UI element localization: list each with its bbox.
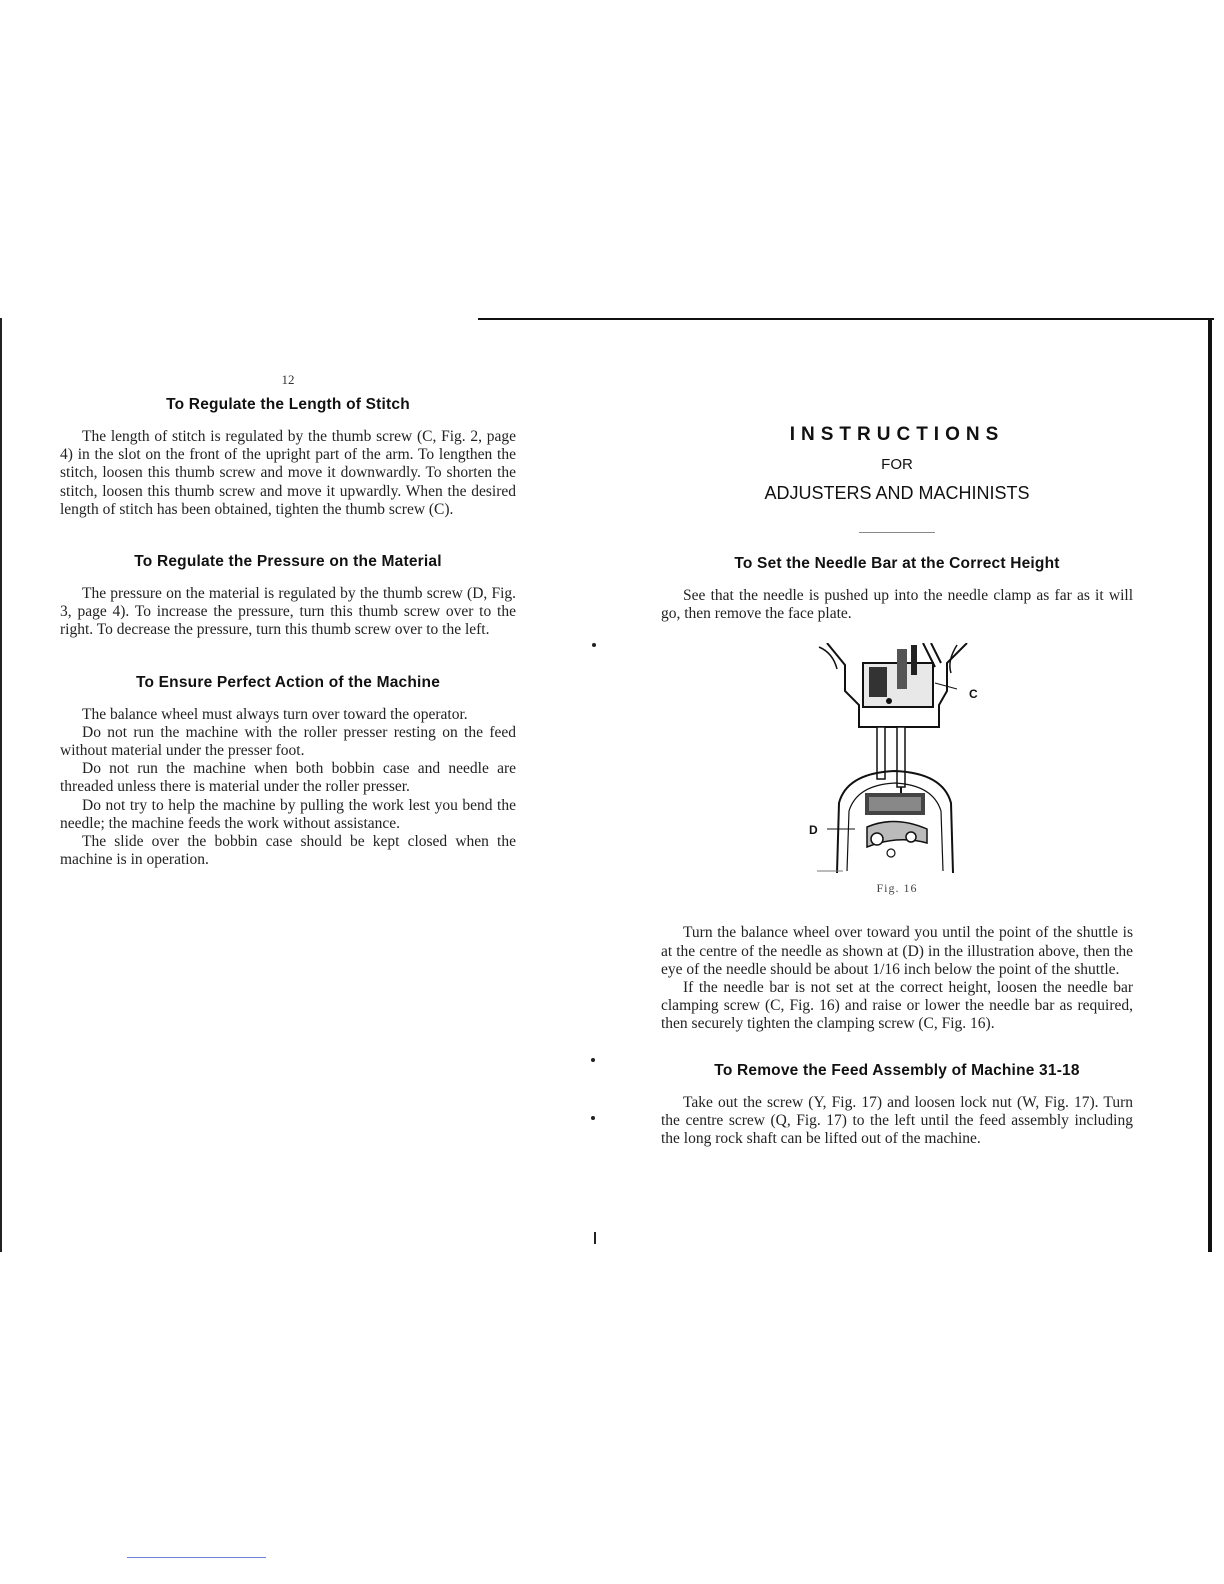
paragraph: If the needle bar is not set at the correct height, loosen the needle bar clamping screw (C, Fig. 16) and raise or lower the needle bar as required, then securely tighten the clamping screw (C, Fig. 16). bbox=[661, 979, 1133, 1033]
section-needle-bar bbox=[661, 555, 1133, 1034]
section-pressure bbox=[60, 553, 516, 640]
section-perfect-action bbox=[60, 674, 516, 870]
section-heading: To Set the Needle Bar at the Correct Height bbox=[734, 555, 1060, 572]
title-divider bbox=[859, 532, 935, 533]
figure-label-d: D bbox=[809, 823, 818, 838]
title-block bbox=[661, 424, 1133, 533]
section-heading: To Remove the Feed Assembly of Machine 31-18 bbox=[714, 1061, 1080, 1079]
paragraph: See that the needle is pushed up into the needle clamp as far as it will go, then remove the face plate. bbox=[661, 587, 1133, 623]
needle-bar-drawing bbox=[807, 643, 987, 873]
paragraph: Do not try to help the machine by pulling the work lest you bend the needle; the machine feeds the work without assistance. bbox=[60, 796, 516, 832]
page-top-edge bbox=[478, 318, 1214, 320]
paragraph: Take out the screw (Y, Fig. 17) and loosen lock nut (W, Fig. 17). Turn the centre screw (Q, Fig. 17) to the left until the feed assembly including the long rock shaft can be lifted out of the machine. bbox=[661, 1093, 1133, 1148]
paragraph: The pressure on the material is regulated by the thumb screw (D, Fig. 3, page 4). To increase the pressure, turn this thumb screw over to the right. To decrease the pressure, turn this thumb screw over to the left. bbox=[60, 585, 516, 639]
figure-caption: Fig. 16 bbox=[876, 881, 918, 896]
binding-speck bbox=[591, 1116, 595, 1120]
binding-speck bbox=[592, 643, 596, 647]
paragraph: The balance wheel must always turn over toward the operator. bbox=[82, 705, 468, 723]
paragraph: The length of stitch is regulated by the thumb screw (C, Fig. 2, page 4) in the slot on the front of the upright part of the arm. To lengthen the stitch, loosen this thumb screw and move it downwardly. To shorten the stitch, loosen this thumb screw and move it upwardly. When the desired length of stitch has been obtained, tighten the thumb screw (C). bbox=[60, 428, 516, 518]
title-for: FOR bbox=[881, 456, 913, 473]
page-left-edge bbox=[0, 318, 2, 1252]
section-remove-feed bbox=[661, 1062, 1133, 1149]
page-number: 12 bbox=[281, 372, 295, 387]
scan-artifact-line bbox=[127, 1557, 266, 1558]
section-heading: To Ensure Perfect Action of the Machine bbox=[135, 673, 441, 691]
page-right-edge bbox=[1208, 320, 1212, 1252]
paragraph: Do not run the machine when both bobbin case and needle are threaded unless there is material under the roller presser. bbox=[60, 760, 516, 796]
figure-label-c: C bbox=[969, 687, 978, 702]
title-main: INSTRUCTIONS bbox=[789, 424, 1005, 445]
paragraph: Do not run the machine with the roller presser resting on the feed without material under the presser foot. bbox=[60, 723, 516, 760]
section-stitch-length bbox=[60, 396, 516, 519]
paragraph: Turn the balance wheel over toward you until the point of the shuttle is at the centre of the needle as shown at (D) in the illustration above, then the eye of the needle should be about 1/16 inch below the point of the shuttle. bbox=[661, 924, 1133, 978]
section-heading: To Regulate the Pressure on the Material bbox=[134, 553, 442, 571]
right-page bbox=[661, 424, 1133, 1174]
binding-speck bbox=[591, 1058, 595, 1062]
section-heading: To Regulate the Length of Stitch bbox=[166, 396, 410, 413]
title-sub: ADJUSTERS AND MACHINISTS bbox=[764, 483, 1030, 503]
paragraph: The slide over the bobbin case should be kept closed when the machine is in operation. bbox=[60, 833, 516, 869]
binding-speck bbox=[594, 1232, 596, 1244]
figure-16-illustration bbox=[807, 643, 987, 873]
left-page bbox=[60, 372, 516, 895]
